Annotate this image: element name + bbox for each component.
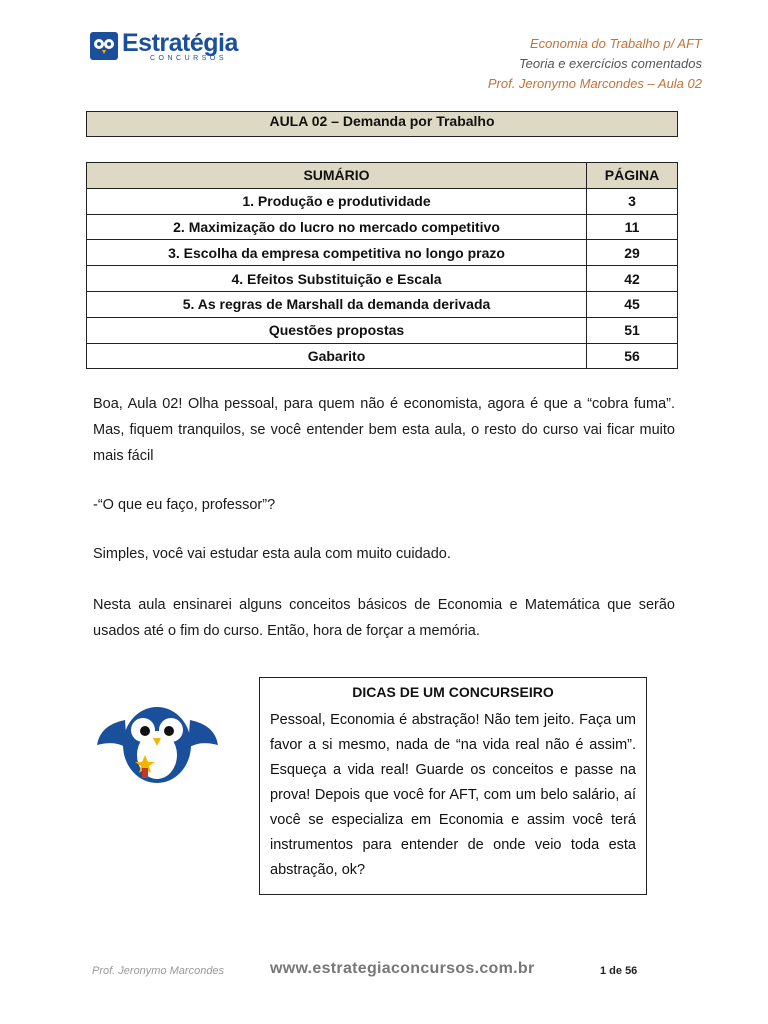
summary-item: Gabarito [87, 343, 587, 369]
owl-logo-icon [90, 32, 118, 60]
answer-paragraph: Simples, você vai estudar esta aula com muito cuidado. [93, 546, 451, 562]
summary-item: 2. Maximização do lucro no mercado competitivo [87, 214, 587, 240]
summary-item: 1. Produção e produtividade [87, 188, 587, 214]
summary-col-title: SUMÁRIO [87, 163, 587, 189]
summary-col-page: PÁGINA [587, 163, 678, 189]
lesson-paragraph: Nesta aula ensinarei alguns conceitos básicos de Economia e Matemática que serão usados até o fim do curso. Então, hora de forçar a memória. [93, 597, 675, 639]
page-header [488, 34, 702, 94]
table-row [87, 266, 678, 292]
summary-item: 4. Efeitos Substituição e Escala [87, 266, 587, 292]
tips-box [259, 677, 647, 895]
page-number: 1 de 56 [600, 965, 638, 977]
summary-item: 3. Escolha da empresa competitiva no longo prazo [87, 240, 587, 266]
course-subtitle: Teoria e exercícios comentados [518, 56, 702, 71]
brand-name: Estratégia [122, 29, 238, 57]
lesson-title: AULA 02 – Demanda por Trabalho [86, 111, 678, 137]
summary-page: 56 [587, 343, 678, 369]
table-row [87, 317, 678, 343]
summary-page: 51 [587, 317, 678, 343]
lesson-info: Prof. Jeronymo Marcondes – Aula 02 [487, 76, 702, 91]
tips-title: DICAS DE UM CONCURSEIRO [352, 684, 554, 700]
summary-page: 45 [587, 291, 678, 317]
summary-page: 42 [587, 266, 678, 292]
table-row [87, 240, 678, 266]
summary-item: 5. As regras de Marshall da demanda derivada [87, 291, 587, 317]
summary-page: 29 [587, 240, 678, 266]
footer-url[interactable]: www.estrategiaconcursos.com.br [270, 960, 535, 977]
question-paragraph: -“O que eu faço, professor”? [93, 497, 276, 513]
summary-table [86, 162, 678, 369]
footer-author: Prof. Jeronymo Marcondes [92, 965, 225, 977]
table-row [87, 291, 678, 317]
intro-paragraph: Boa, Aula 02! Olha pessoal, para quem não é economista, agora é que a “cobra fuma”. Mas, fiquem tranquilos, se você entender bem esta aula, o resto do curso vai ficar muito mais fácil [93, 396, 675, 464]
course-title: Economia do Trabalho p/ AFT [530, 36, 702, 51]
brand-sub: CONCURSOS [150, 55, 228, 62]
owl-mascot-icon [95, 700, 220, 785]
summary-header-row [87, 163, 678, 189]
tips-text: Pessoal, Economia é abstração! Não tem jeito. Faça um favor a si mesmo, nada de “na vida real não é assim”. Esqueça a vida real! Guarde os conceitos e passe na prova! Depois que você for AFT, com um belo salário, aí você se especializa em Economia e assim você terá instrumentos para entender de onde veio toda esta abstração, ok? [270, 712, 636, 878]
summary-page: 11 [587, 214, 678, 240]
brand-logo [90, 29, 250, 66]
table-row [87, 214, 678, 240]
summary-item: Questões propostas [87, 317, 587, 343]
table-row [87, 188, 678, 214]
summary-page: 3 [587, 188, 678, 214]
table-row [87, 343, 678, 369]
